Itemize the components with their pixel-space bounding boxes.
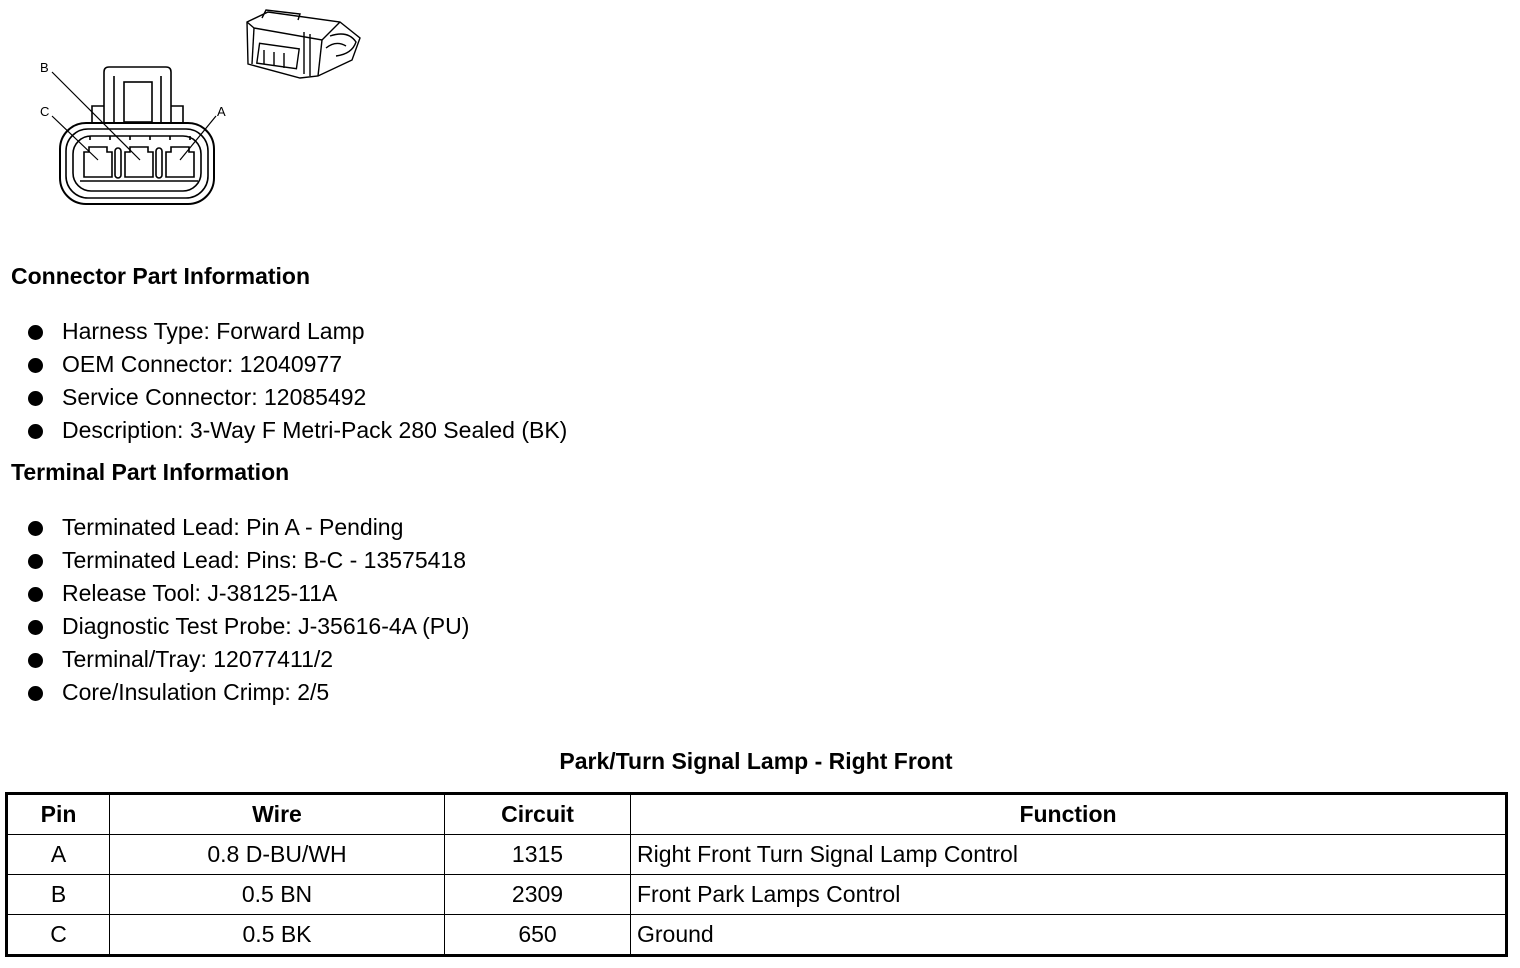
- header-function: Function: [631, 794, 1507, 835]
- connector-diagram: [0, 0, 380, 220]
- pin-label-c: C: [40, 104, 50, 119]
- connector-info-list: [26, 315, 567, 447]
- list-item: Core/Insulation Crimp: 2/5: [26, 676, 469, 709]
- cell-function: Ground: [631, 915, 1507, 956]
- connector-face-view: [60, 67, 214, 204]
- list-item: Terminated Lead: Pin A - Pending: [26, 511, 469, 544]
- list-item: Terminated Lead: Pins: B-C - 13575418: [26, 544, 469, 577]
- table-row: [7, 915, 1507, 956]
- connector-isometric-view: [247, 10, 360, 78]
- cell-wire: 0.5 BN: [110, 875, 445, 915]
- cell-pin: B: [7, 875, 110, 915]
- terminal-info-list: [26, 511, 469, 709]
- pin-function-table: [5, 792, 1508, 957]
- list-item: Terminal/Tray: 12077411/2: [26, 643, 469, 676]
- list-item: OEM Connector: 12040977: [26, 348, 567, 381]
- table-header-row: [7, 794, 1507, 835]
- cell-function: Right Front Turn Signal Lamp Control: [631, 835, 1507, 875]
- cell-circuit: 1315: [445, 835, 631, 875]
- cell-wire: 0.5 BK: [110, 915, 445, 956]
- list-item: Harness Type: Forward Lamp: [26, 315, 567, 348]
- cell-pin: A: [7, 835, 110, 875]
- cell-pin: C: [7, 915, 110, 956]
- list-item: Diagnostic Test Probe: J-35616-4A (PU): [26, 610, 469, 643]
- list-item: Service Connector: 12085492: [26, 381, 567, 414]
- pin-label-b: B: [40, 60, 49, 75]
- table-row: [7, 835, 1507, 875]
- terminal-info-heading: Terminal Part Information: [11, 459, 290, 485]
- pin-label-a: A: [217, 104, 226, 119]
- cell-function: Front Park Lamps Control: [631, 875, 1507, 915]
- table-row: [7, 875, 1507, 915]
- cell-circuit: 650: [445, 915, 631, 956]
- list-item: Release Tool: J-38125-11A: [26, 577, 469, 610]
- header-pin: Pin: [7, 794, 110, 835]
- header-circuit: Circuit: [445, 794, 631, 835]
- cell-circuit: 2309: [445, 875, 631, 915]
- list-item: Description: 3-Way F Metri-Pack 280 Sealed (BK): [26, 414, 567, 447]
- table-title: Park/Turn Signal Lamp - Right Front: [559, 748, 953, 774]
- header-wire: Wire: [110, 794, 445, 835]
- cell-wire: 0.8 D-BU/WH: [110, 835, 445, 875]
- connector-info-heading: Connector Part Information: [11, 263, 311, 289]
